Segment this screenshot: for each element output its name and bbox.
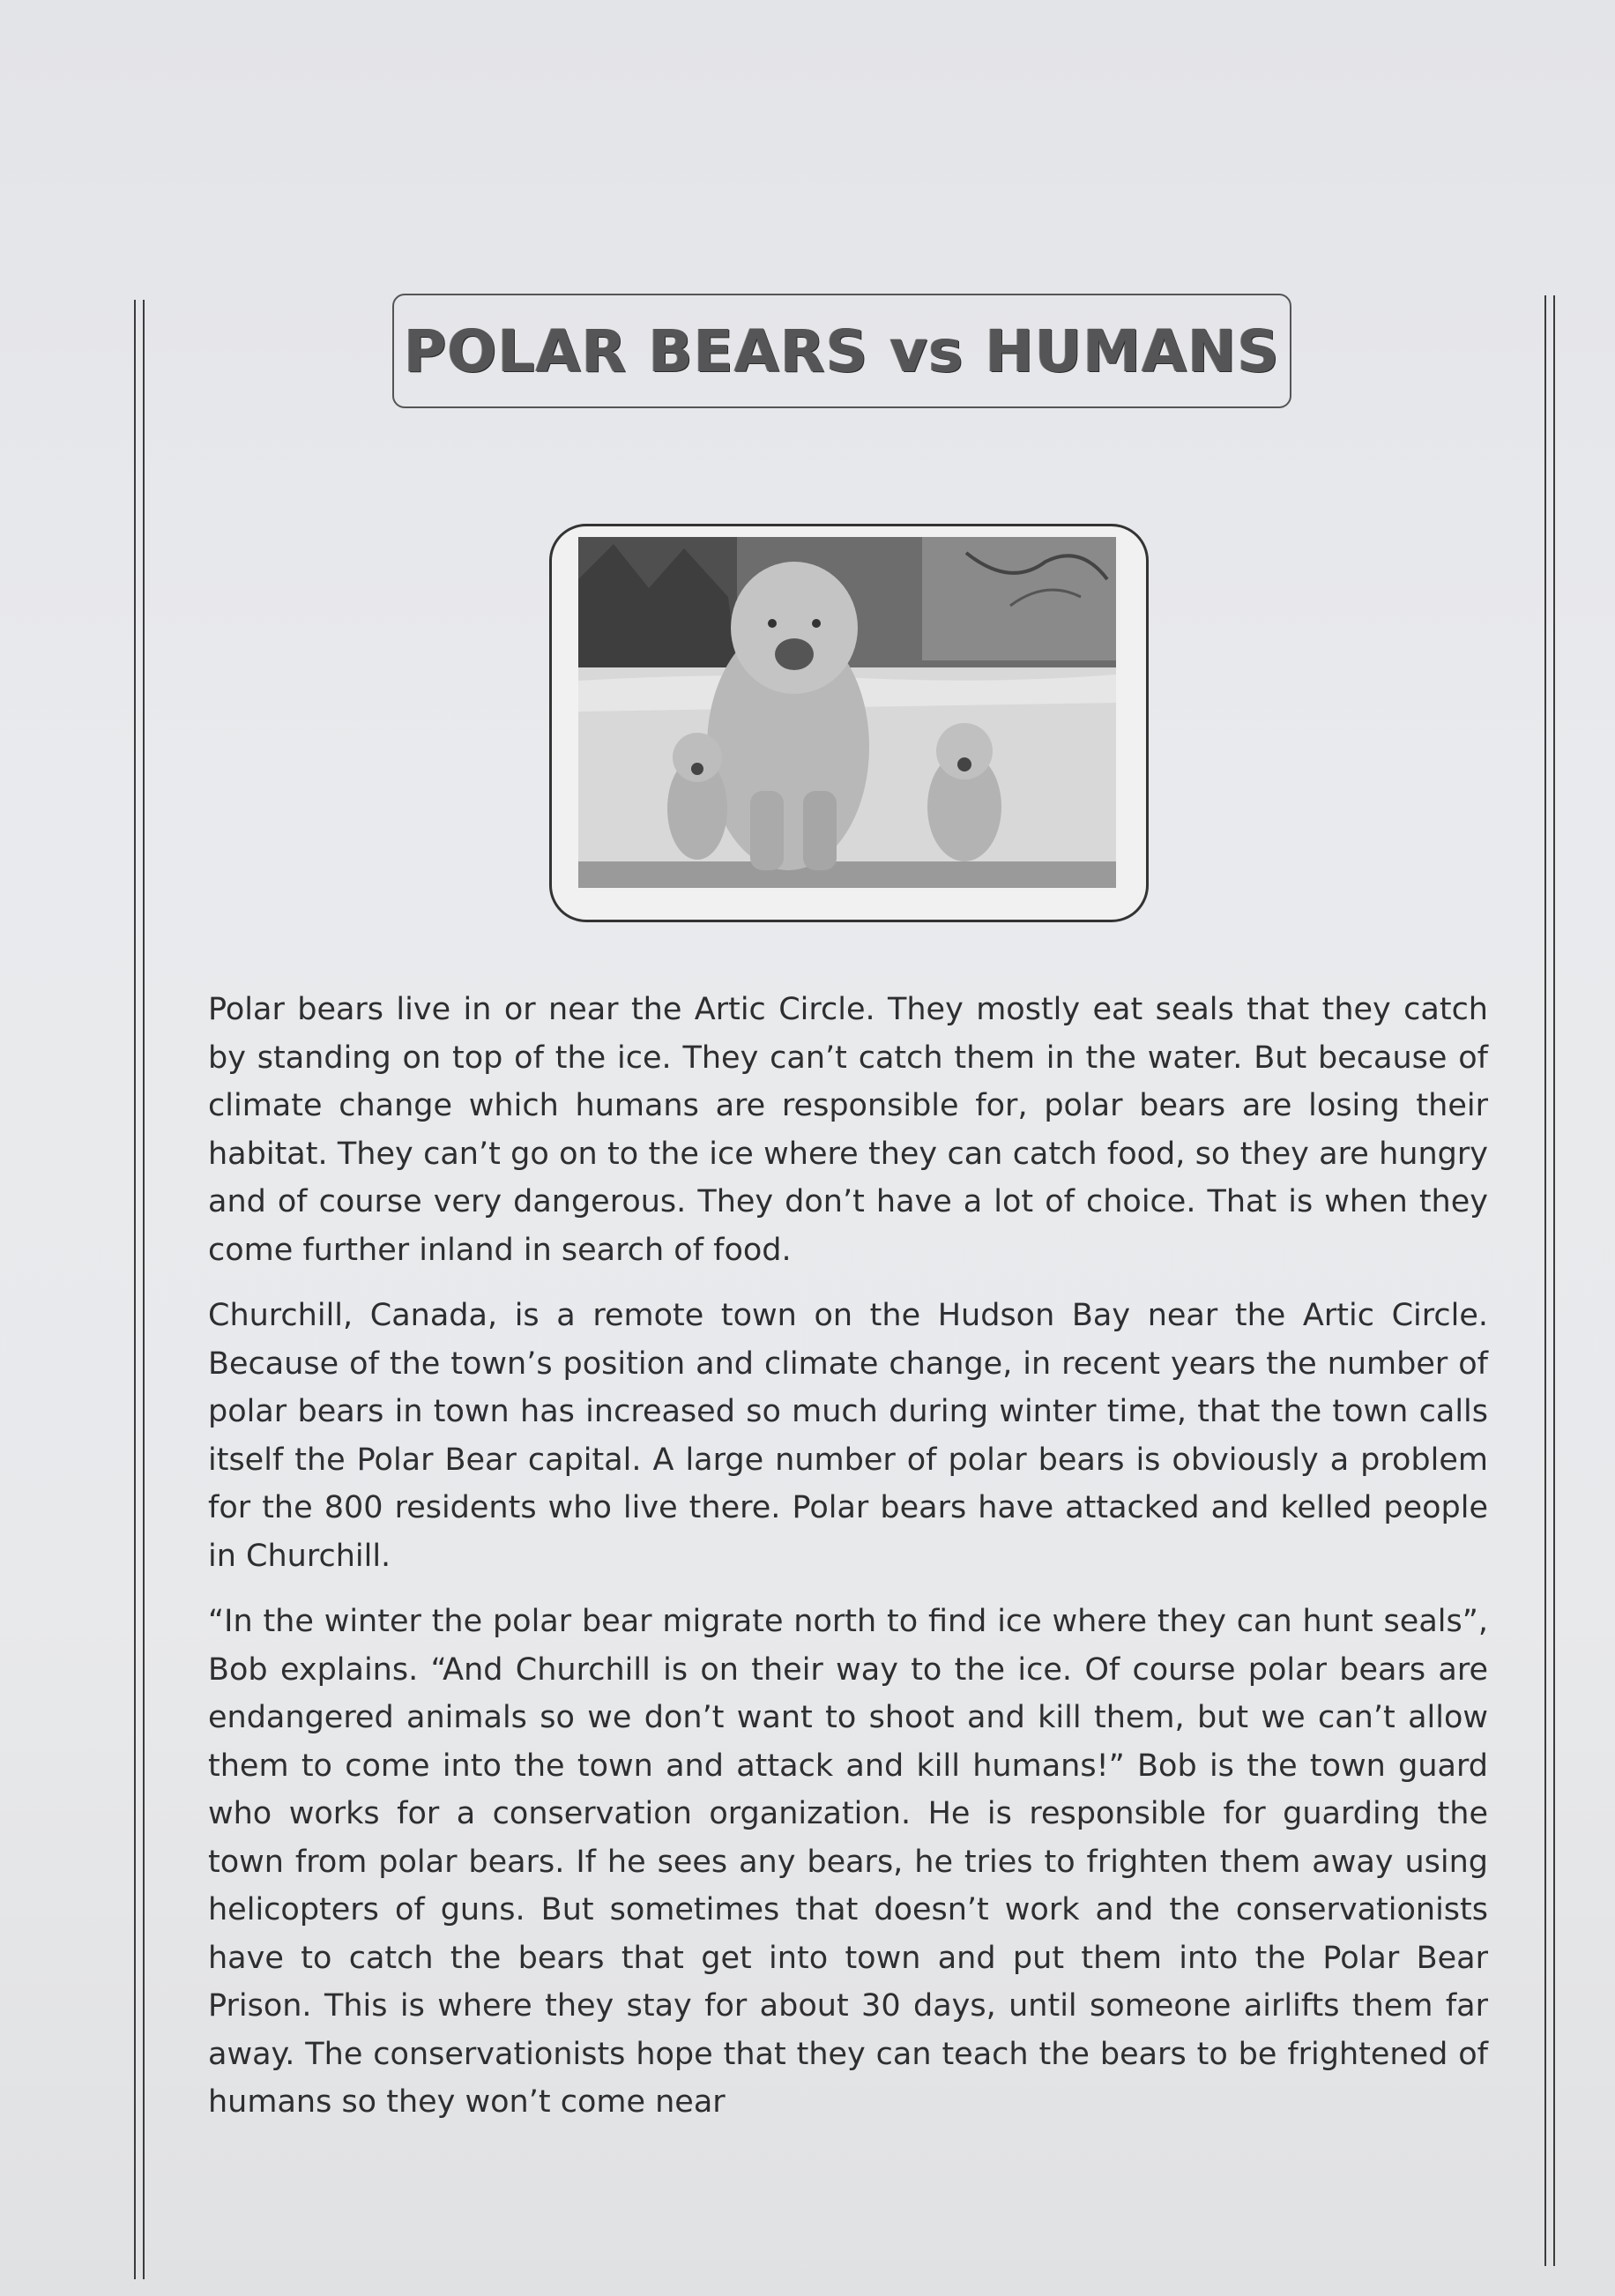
left-border-line — [134, 300, 145, 2279]
right-border-line — [1544, 295, 1555, 2266]
paragraph-2: Churchill, Canada, is a remote town on the Hudson Bay near the Artic Circle. Because of the town’s position and climate change, in recent years the number of polar bears in town has increased so much during winter time, that the town calls itself the Polar Bear capital. A large number of polar bears is obviously a problem for the 800 residents who live there. Polar bears have attacked and kelled people in Churchill. — [208, 1298, 1488, 1574]
paragraph-3: “In the winter the polar bear migrate north to find ice where they can hunt seals”, Bob explains. “And Churchill is on their way to the ice. Of course polar bears are endangered animals so we don’t want to shoot and kill them, but we can’t allow them to come into the town and attack and kill humans!” Bob is the town guard who works for a conservation organization. He is responsible for guarding the town from polar bears. If he sees any bears, he tries to frighten them away using helicopters of guns. But sometimes that doesn’t work and the conservationists have to catch the bears that get into town and put them into the Polar Bear Prison. This is where they stay for about 30 days, until someone airlifts them far away. The conservationists hope that they can teach the bears to be frightened of humans so they won’t come near — [208, 1604, 1488, 2120]
title-box — [392, 294, 1291, 408]
polar-bear-photo — [549, 524, 1149, 922]
paragraph-1: Polar bears live in or near the Artic Circle. They mostly eat seals that they catch by standing on top of the ice. They can’t catch them in the water. But because of climate change which humans are responsible for, polar bears are losing their habitat. They can’t go on to the ice where they can catch food, so they are hungry and of course very dangerous. They don’t have a lot of choice. That is when they come further inland in search of food. — [208, 992, 1488, 1268]
page-title: POLAR BEARS vs HUMANS — [404, 317, 1280, 385]
article-body — [208, 986, 1488, 2144]
polar-bear-with-cubs-illustration — [552, 526, 1146, 920]
